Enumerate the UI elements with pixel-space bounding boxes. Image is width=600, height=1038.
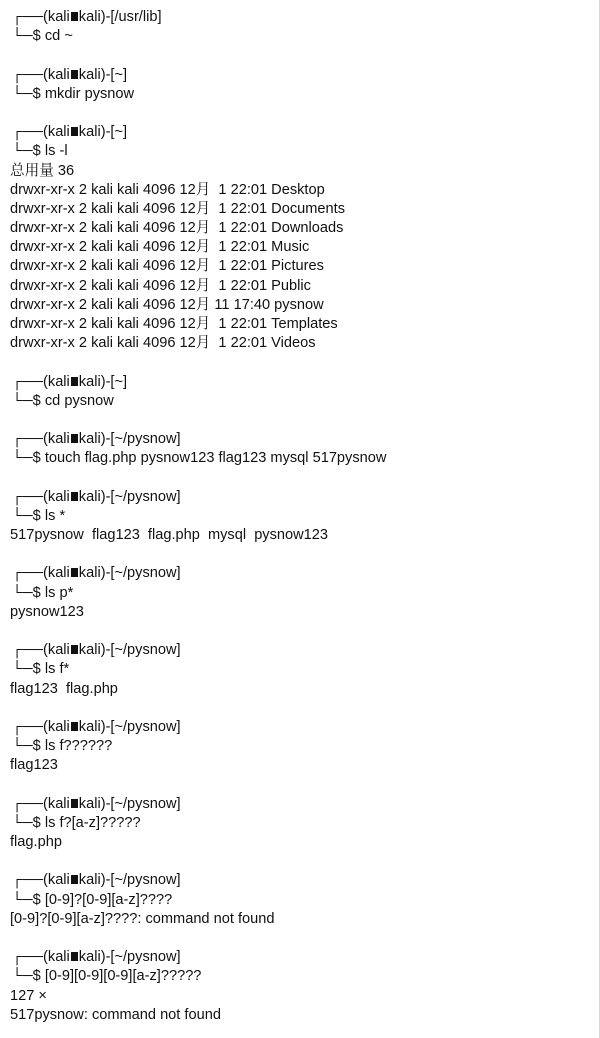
- command-line: [10, 392, 600, 411]
- prompt-host: (kali: [43, 66, 70, 83]
- command-line: [10, 85, 600, 104]
- blank-line: [10, 353, 600, 372]
- square-separator-icon: [71, 434, 78, 443]
- output-line: drwxr-xr-x 2 kali kali 4096 12月 1 22:01 Pictures: [10, 258, 324, 275]
- prompt-header: [10, 488, 600, 507]
- output-line: drwxr-xr-x 2 kali kali 4096 12月 1 22:01 Desktop: [10, 181, 325, 198]
- blank-line: [10, 545, 600, 564]
- command-text: ls f*: [44, 661, 70, 678]
- prompt-header: [10, 8, 600, 27]
- prompt-host: (kali: [43, 642, 70, 659]
- blank-line: [10, 699, 600, 718]
- command-block: [10, 123, 600, 353]
- prompt-header: [10, 564, 600, 583]
- prompt-host: (kali: [43, 9, 70, 25]
- prompt-host: (kali: [43, 124, 70, 141]
- prompt-symbol: └─$: [12, 661, 45, 678]
- square-separator-icon: [71, 722, 78, 731]
- command-line: [10, 891, 600, 910]
- prompt-corner: ┌──: [12, 488, 44, 505]
- blank-line: [10, 46, 600, 65]
- blank-line: [10, 776, 600, 795]
- prompt-symbol: └─$: [12, 584, 45, 601]
- prompt-user: kali): [78, 431, 106, 448]
- prompt-user: kali): [78, 949, 106, 966]
- prompt-symbol: └─$: [12, 814, 45, 831]
- prompt-directory: -[~/pysnow]: [105, 872, 181, 889]
- output-line: drwxr-xr-x 2 kali kali 4096 12月 1 22:01 Documents: [10, 200, 345, 217]
- prompt-directory: -[~/pysnow]: [105, 431, 181, 448]
- prompt-symbol: └─$: [12, 891, 45, 908]
- square-separator-icon: [71, 377, 78, 386]
- prompt-symbol: └─$: [12, 738, 45, 755]
- prompt-symbol: └─$: [12, 968, 45, 985]
- command-block: [10, 488, 600, 546]
- command-block: [10, 8, 600, 46]
- prompt-header: [10, 123, 600, 142]
- prompt-host: (kali: [43, 872, 70, 889]
- prompt-user: kali): [78, 565, 106, 582]
- command-line: [10, 737, 600, 756]
- prompt-host: (kali: [43, 431, 70, 448]
- output-line: drwxr-xr-x 2 kali kali 4096 12月 1 22:01 Downloads: [10, 220, 344, 237]
- prompt-host: (kali: [43, 373, 70, 390]
- command-line: [10, 27, 600, 46]
- prompt-symbol: └─$: [12, 143, 45, 160]
- prompt-header: [10, 641, 600, 660]
- output-line: drwxr-xr-x 2 kali kali 4096 12月 11 17:40 pysnow: [10, 296, 324, 313]
- command-text: ls *: [44, 507, 66, 524]
- prompt-symbol: └─$: [12, 507, 45, 524]
- command-text: ls p*: [44, 584, 74, 601]
- prompt-user: kali): [78, 488, 106, 505]
- command-text: touch flag.php pysnow123 flag123 mysql 517pysnow: [44, 450, 387, 467]
- output-line: drwxr-xr-x 2 kali kali 4096 12月 1 22:01 Videos: [10, 335, 316, 352]
- command-line: [10, 449, 600, 468]
- command-block: [10, 795, 600, 853]
- output-line: flag.php: [10, 834, 62, 851]
- square-separator-icon: [71, 799, 78, 808]
- square-separator-icon: [71, 492, 78, 501]
- command-block: [10, 373, 600, 411]
- output-line: 总用量 36: [10, 162, 75, 179]
- command-block: [10, 564, 600, 622]
- prompt-header: [10, 373, 600, 392]
- output-line: flag123 flag.php: [10, 680, 118, 697]
- blank-line: [10, 929, 600, 948]
- prompt-symbol: └─$: [12, 28, 45, 45]
- output-line: 127 ×: [10, 987, 47, 1004]
- prompt-corner: ┌──: [12, 949, 44, 966]
- prompt-corner: ┌──: [12, 66, 44, 83]
- prompt-directory: -[~]: [105, 124, 128, 141]
- prompt-corner: ┌──: [12, 718, 44, 735]
- output-line: [0-9]?[0-9][a-z]????: command not found: [10, 910, 275, 927]
- prompt-symbol: └─$: [12, 85, 45, 102]
- prompt-user: kali): [78, 872, 106, 889]
- square-separator-icon: [71, 70, 78, 79]
- prompt-user: kali): [78, 642, 106, 659]
- command-block: [10, 430, 600, 468]
- square-separator-icon: [71, 952, 78, 961]
- command-block: [10, 871, 600, 929]
- output-line: drwxr-xr-x 2 kali kali 4096 12月 1 22:01 Music: [10, 239, 310, 256]
- prompt-corner: ┌──: [12, 795, 44, 812]
- command-block: [10, 948, 600, 1025]
- prompt-user: kali): [78, 718, 106, 735]
- blank-line: [10, 469, 600, 488]
- prompt-directory: -[/usr/lib]: [105, 9, 162, 25]
- command-text: ls f?[a-z]?????: [44, 814, 141, 831]
- blank-line: [10, 622, 600, 641]
- command-line: [10, 967, 600, 986]
- prompt-directory: -[~/pysnow]: [105, 488, 181, 505]
- prompt-corner: ┌──: [12, 9, 44, 25]
- command-text: mkdir pysnow: [44, 85, 135, 102]
- prompt-symbol: └─$: [12, 392, 45, 409]
- prompt-user: kali): [78, 66, 106, 83]
- prompt-user: kali): [78, 373, 106, 390]
- prompt-header: [10, 430, 600, 449]
- command-text: ls -l: [44, 143, 68, 160]
- prompt-corner: ┌──: [12, 373, 44, 390]
- prompt-corner: ┌──: [12, 124, 44, 141]
- square-separator-icon: [71, 875, 78, 884]
- prompt-symbol: └─$: [12, 450, 45, 467]
- square-separator-icon: [71, 127, 78, 136]
- output-line: flag123: [10, 757, 58, 774]
- prompt-host: (kali: [43, 795, 70, 812]
- prompt-directory: -[~/pysnow]: [105, 795, 181, 812]
- command-text: ls f??????: [44, 738, 113, 755]
- command-line: [10, 584, 600, 603]
- prompt-directory: -[~]: [105, 373, 128, 390]
- output-line: 517pysnow flag123 flag.php mysql pysnow123: [10, 527, 329, 544]
- command-line: [10, 814, 600, 833]
- blank-line: [10, 411, 600, 430]
- prompt-directory: -[~/pysnow]: [105, 949, 181, 966]
- square-separator-icon: [71, 12, 78, 21]
- command-text: cd ~: [44, 28, 73, 45]
- command-text: [0-9]?[0-9][a-z]????: [44, 891, 173, 908]
- output-line: drwxr-xr-x 2 kali kali 4096 12月 1 22:01 Public: [10, 277, 311, 294]
- prompt-host: (kali: [43, 565, 70, 582]
- prompt-directory: -[~]: [105, 66, 128, 83]
- output-line: drwxr-xr-x 2 kali kali 4096 12月 1 22:01 Templates: [10, 316, 338, 332]
- command-text: cd pysnow: [44, 392, 114, 409]
- command-block: [10, 66, 600, 104]
- prompt-host: (kali: [43, 488, 70, 505]
- output-line: pysnow123: [10, 603, 84, 620]
- prompt-header: [10, 718, 600, 737]
- prompt-header: [10, 871, 600, 890]
- prompt-corner: ┌──: [12, 565, 44, 582]
- command-block: [10, 718, 600, 776]
- square-separator-icon: [71, 568, 78, 577]
- prompt-header: [10, 948, 600, 967]
- command-line: [10, 660, 600, 679]
- command-line: [10, 507, 600, 526]
- command-text: [0-9][0-9][0-9][a-z]?????: [44, 968, 202, 985]
- blank-line: [10, 852, 600, 871]
- prompt-user: kali): [78, 795, 106, 812]
- blank-line: [10, 104, 600, 123]
- prompt-directory: -[~/pysnow]: [105, 642, 181, 659]
- prompt-corner: ┌──: [12, 872, 44, 889]
- command-line: [10, 142, 600, 161]
- prompt-corner: ┌──: [12, 431, 44, 448]
- output-line: 517pysnow: command not found: [10, 1006, 221, 1023]
- square-separator-icon: [71, 645, 78, 654]
- command-block: [10, 641, 600, 699]
- prompt-header: [10, 795, 600, 814]
- prompt-header: [10, 66, 600, 85]
- prompt-host: (kali: [43, 718, 70, 735]
- prompt-host: (kali: [43, 949, 70, 966]
- prompt-user: kali): [78, 9, 106, 25]
- prompt-corner: ┌──: [12, 642, 44, 659]
- prompt-directory: -[~/pysnow]: [105, 718, 181, 735]
- prompt-directory: -[~/pysnow]: [105, 565, 181, 582]
- prompt-user: kali): [78, 124, 106, 141]
